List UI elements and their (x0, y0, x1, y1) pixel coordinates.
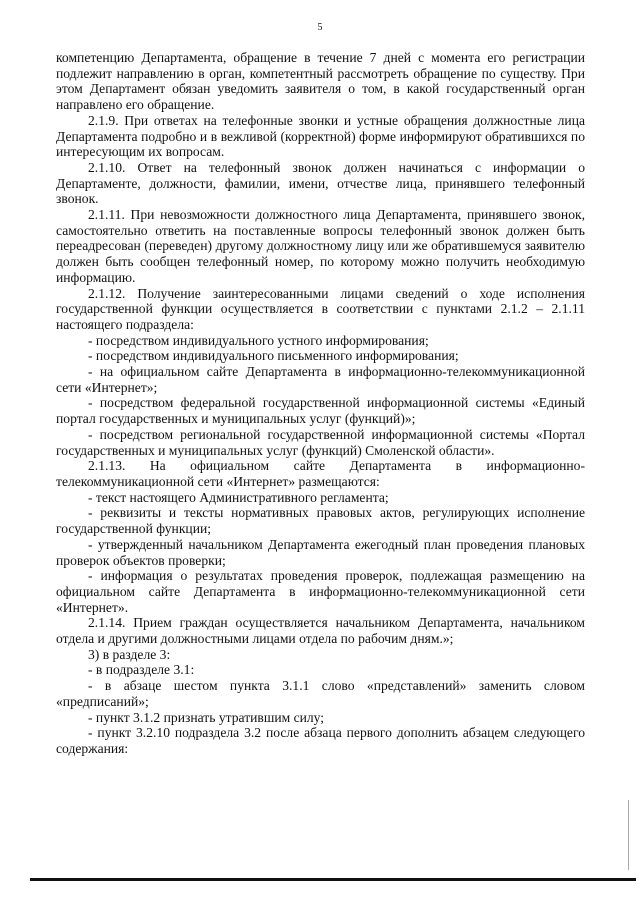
paragraph: 2.1.13. На официальном сайте Департамента в информационно-телекоммуникационной сети «Интернет» размещаются: (56, 458, 585, 489)
paragraph: 2.1.10. Ответ на телефонный звонок должен начинаться с информации о Департаменте, должности, фамилии, имени, отчестве лица, принявшего телефонный звонок. (56, 159, 585, 207)
page-number: 5 (317, 22, 323, 33)
list-item: - текст настоящего Административного регламента; (88, 489, 389, 505)
bottom-border-line (30, 878, 636, 881)
list-item: - информация о результатах проведения проверок, подлежащая размещению на официальном сайте Департамента в информационно-телекоммуникационной сети «Интернет». (56, 568, 585, 615)
list-item: - посредством индивидуального письменного информирования; (88, 348, 459, 364)
list-item: - посредством индивидуального устного информирования; (88, 332, 429, 348)
paragraph: 2.1.11. При невозможности должностного лица Департамента, принявшего звонок, самостоятельно ответить на поставленные вопросы телефонный звонок должен быть переадресован (переведен) другому должностному лицу или же обратившемуся заявителю должен быть сообщен телефонный номер, по которому можно получить необходимую информацию. (56, 207, 585, 285)
list-item: - на официальном сайте Департамента в информационно-телекоммуникационной сети «Интернет»; (56, 364, 585, 395)
document-body (56, 50, 585, 757)
list-item: - реквизиты и тексты нормативных правовых актов, регулирующих исполнение государственной функции; (56, 505, 585, 537)
paragraph: 2.1.9. При ответах на телефонные звонки и устные обращения должностные лица Департамента подробно и в вежливой (корректной) форме информируют обратившихся по интересующим их вопросам. (56, 112, 585, 160)
list-item: - в подразделе 3.1: (88, 662, 195, 678)
list-item: - утвержденный начальником Департамента ежегодный план проведения плановых проверок объектов проверки; (56, 536, 585, 568)
list-item: - пункт 3.2.10 подраздела 3.2 после абзаца первого дополнить абзацем следующего содержания: (56, 725, 585, 756)
scan-edge-mark (628, 800, 629, 870)
list-item: - пункт 3.1.2 признать утратившим силу; (88, 709, 325, 725)
paragraph: 2.1.14. Прием граждан осуществляется начальником Департамента, начальником отдела и другими должностными лицами отдела по рабочим дням.»; (56, 615, 585, 647)
list-item: - посредством региональной государственной информационной системы «Портал государственных и муниципальных услуг (функций) Смоленской области». (56, 426, 585, 458)
list-item: - в абзаце шестом пункта 3.1.1 слово «представлений» заменить словом «предписаний»; (56, 678, 585, 709)
paragraph: 3) в разделе 3: (88, 646, 171, 662)
list-item: - посредством федеральной государственной информационной системы «Единый портал государственных и муниципальных услуг (функций)»; (56, 395, 585, 427)
paragraph: 2.1.12. Получение заинтересованными лицами сведений о ходе исполнения государственной функции осуществляется в соответствии с пунктами 2.1.2 – 2.1.11 настоящего подраздела: (56, 285, 585, 332)
paragraph: компетенцию Департамента, обращение в течение 7 дней с момента его регистрации подлежит направлению в орган, компетентный рассмотреть обращение по существу. При этом Департамент обязан уведомить заявителя о том, в какой государственный орган направлено его обращение. (56, 50, 585, 113)
